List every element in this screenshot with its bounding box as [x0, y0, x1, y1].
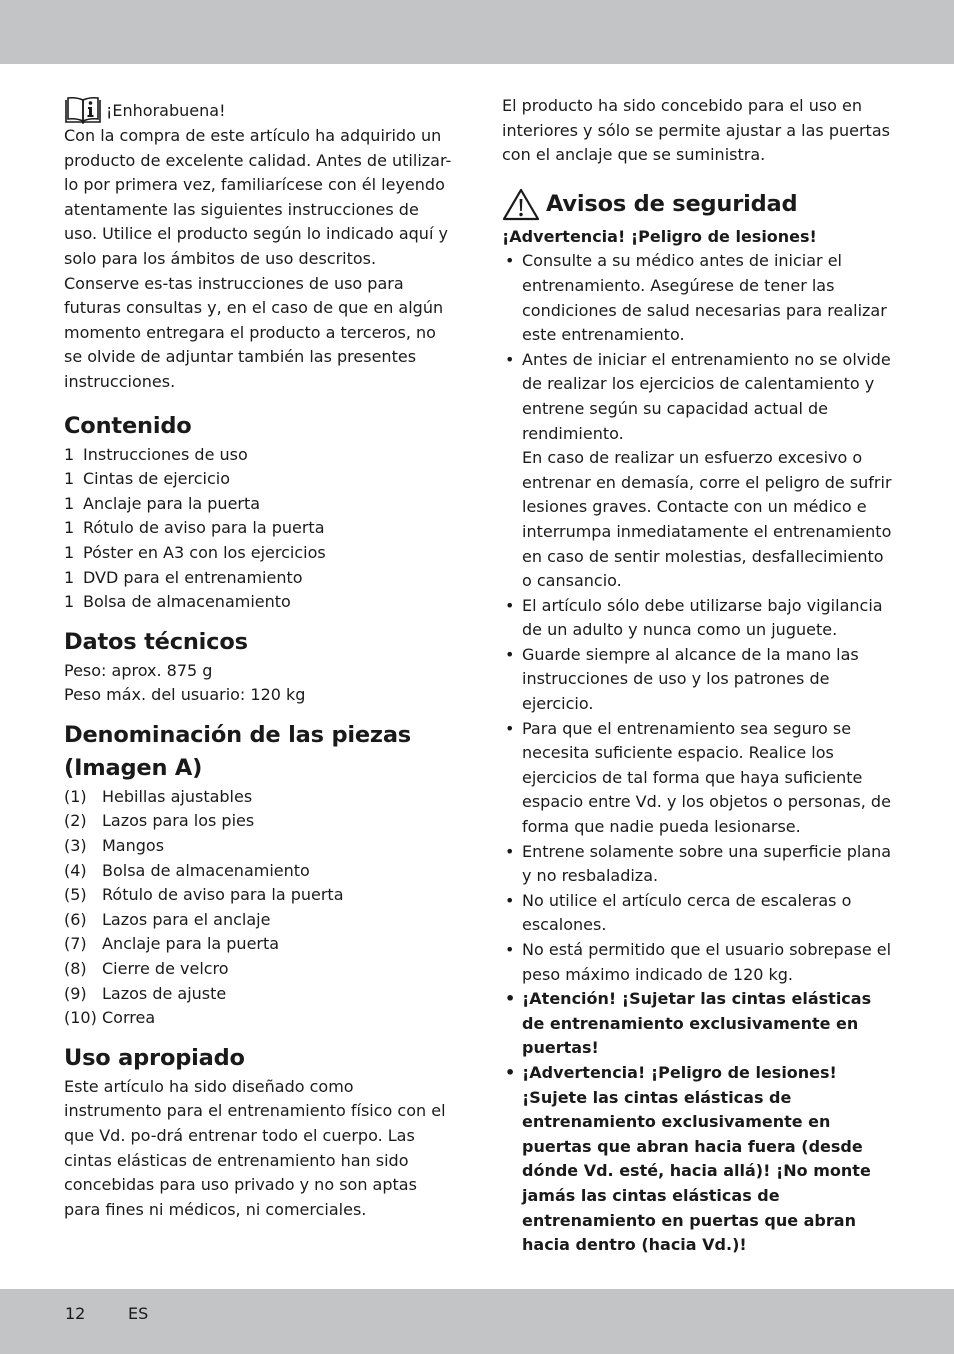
list-item: 1 Anclaje para la puerta — [64, 493, 261, 513]
avisos-heading: Avisos de seguridad — [546, 190, 798, 217]
list-item: 1 DVD para el entrenamiento — [64, 567, 303, 587]
right-column — [502, 94, 894, 1258]
list-item: (6) Lazos para el anclaje — [64, 909, 271, 929]
list-item: • Entrene solamente sobre una superficie plana y no resbaladiza. — [502, 840, 894, 889]
list-item: (2) Lazos para los pies — [64, 811, 255, 831]
list-item: • Consulte a su médico antes de iniciar el entrenamiento. Asegúrese de tener las condiciones de salud necesarias para realizar este entrenamiento. — [502, 249, 894, 347]
warning-triangle-icon — [502, 188, 540, 221]
list-item: • El artículo sólo debe utilizarse bajo vigilancia de un adulto y nunca como un juguete. — [502, 594, 894, 643]
list-item: • ¡Atención! ¡Sujetar las cintas elásticas de entrenamiento exclusivamente en puertas! — [502, 987, 894, 1061]
list-item: • Para que el entrenamiento sea seguro se necesita suficiente espacio. Realice los ejercicios de tal forma que haya suficiente espacio entre Vd. y los objetos o personas, de forma que nadie pueda lesionarse. — [502, 717, 894, 840]
list-item: • ¡Advertencia! ¡Peligro de lesiones! ¡Sujete las cintas elásticas de entrenamiento exclusivamente en puertas que abran hacia fuera (desde dónde Vd. esté, hacia allá)! ¡No monte jamás las cintas elásticas de entrenamiento en puertas que abran hacia dentro (hacia Vd.)! — [502, 1061, 894, 1258]
info-book-icon — [64, 94, 102, 124]
list-item: (4) Bolsa de almacenamiento — [64, 860, 310, 880]
page-number: 12 — [65, 1304, 86, 1323]
list-item: (9) Lazos de ajuste — [64, 983, 227, 1003]
list-item: 1 Bolsa de almacenamiento — [64, 592, 291, 612]
intro-paragraph: Con la compra de este artículo ha adquirido un producto de excelente calidad. Antes de utilizar-lo por primera vez, familiarícese con él leyendo atentamente las siguientes instrucciones de uso. Utilice el producto según lo indicado aquí y solo para los ámbitos de uso descritos. Conserve es-tas instrucciones de uso para futuras consultas y, en el caso de que en algún momento entregara el producto a terceros, no se olvide de adjuntar también las presentes instrucciones. — [64, 126, 452, 391]
avisos-heading-row — [502, 188, 894, 221]
left-column — [64, 94, 454, 1222]
list-item: • No utilice el artículo cerca de escaleras o escalones. — [502, 889, 894, 938]
list-item: 1 Póster en A3 con los ejercicios — [64, 542, 326, 562]
datos-heading: Datos técnicos — [64, 628, 248, 655]
header-band — [0, 0, 954, 64]
list-item: 1 Rótulo de aviso para la puerta — [64, 518, 325, 538]
list-item: • Antes de iniciar el entrenamiento no se olvide de realizar los ejercicios de calentamiento y entrene según su capacidad actual de rendimiento. En caso de realizar un esfuerzo excesivo o entrenar en demasía, corre el peligro de sufrir lesiones graves. Contacte con un médico e interrumpa inmediatamente el entrenamiento en caso de sentir molestias, desfallecimiento o cansancio. — [502, 348, 894, 594]
contenido-list — [64, 443, 454, 615]
list-item: (5) Rótulo de aviso para la puerta — [64, 885, 344, 905]
intro-heading — [64, 94, 454, 124]
avisos-subhead: ¡Advertencia! ¡Peligro de lesiones! — [502, 226, 817, 246]
greeting-text: ¡Enhorabuena! — [106, 101, 226, 121]
piezas-list — [64, 785, 454, 1031]
language-code: ES — [128, 1304, 149, 1323]
datos-weight: Peso: aprox. 875 g — [64, 660, 213, 680]
list-item: • No está permitido que el usuario sobrepase el peso máximo indicado de 120 kg. — [502, 938, 894, 987]
avisos-list — [502, 249, 894, 1257]
datos-max-weight: Peso máx. del usuario: 120 kg — [64, 685, 306, 705]
list-item: (7) Anclaje para la puerta — [64, 934, 280, 954]
uso-paragraph: Este artículo ha sido diseñado como instrumento para el entrenamiento físico con el que Vd. po-drá entrenar todo el cuerpo. Las cintas elásticas de entrenamiento han sido concebidas para uso privado y no son aptas para fines ni médicos, ni comerciales. — [64, 1076, 446, 1219]
list-item: 1 Instrucciones de uso — [64, 444, 248, 464]
right-intro-paragraph: El producto ha sido concebido para el uso en interiores y sólo se permite ajustar a las puertas con el anclaje que se suministra. — [502, 96, 890, 165]
list-item: • Guarde siempre al alcance de la mano las instrucciones de uso y los patrones de ejercicio. — [502, 643, 894, 717]
piezas-heading: Denominación de las piezas (Imagen A) — [64, 721, 411, 781]
contenido-heading: Contenido — [64, 412, 192, 439]
uso-heading: Uso apropiado — [64, 1044, 245, 1071]
list-item: (10) Correa — [64, 1008, 156, 1028]
list-item: 1 Cintas de ejercicio — [64, 469, 230, 489]
list-item: (3) Mangos — [64, 836, 165, 856]
list-item: (8) Cierre de velcro — [64, 959, 229, 979]
list-item: (1) Hebillas ajustables — [64, 786, 253, 806]
